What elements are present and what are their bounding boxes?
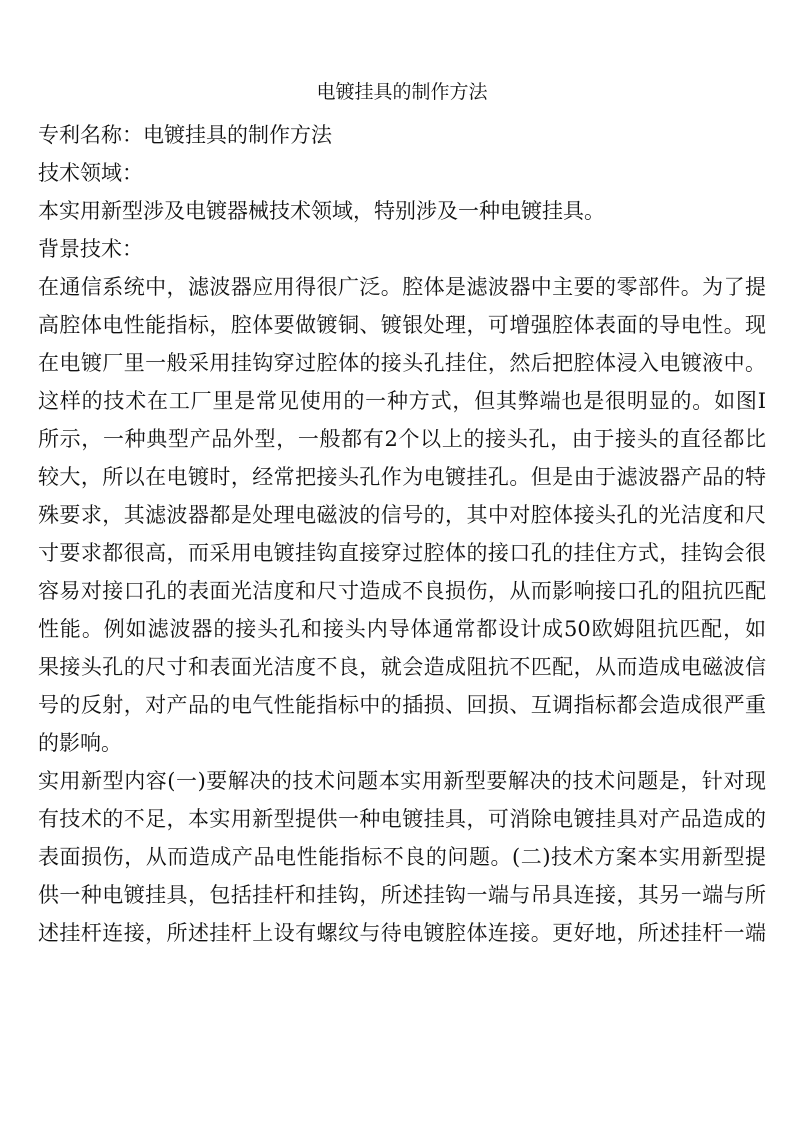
background-text-line: 的影响。 xyxy=(38,731,122,755)
section-heading-technical-field: 技术领域： xyxy=(38,161,143,185)
technical-field-text: 本实用新型涉及电镀器械技术领域，特别涉及一种电镀挂具。 xyxy=(38,199,605,223)
content-text-line: 有技术的不足，本实用新型提供一种电镀挂具，可消除电镀挂具对产品造成的 xyxy=(38,807,766,831)
background-text-line: 寸要求都很高，而采用电镀挂钩直接穿过腔体的接口孔的挂住方式，挂钩会很 xyxy=(38,541,766,565)
content-text-line: 表面损伤，从而造成产品电性能指标不良的问题。(二)技术方案本实用新型提 xyxy=(38,845,766,869)
background-text-line: 这样的技术在工厂里是常见使用的一种方式，但其弊端也是很明显的。如图I xyxy=(38,389,766,413)
background-text-line: 号的反射，对产品的电气性能指标中的插损、回损、互调指标都会造成很严重 xyxy=(38,693,766,717)
document-title: 电镀挂具的制作方法 xyxy=(316,81,488,103)
background-text-line: 在电镀厂里一般采用挂钩穿过腔体的接头孔挂住，然后把腔体浸入电镀液中。 xyxy=(38,351,766,375)
section-heading-background: 背景技术： xyxy=(38,237,143,261)
background-text-line: 性能。例如滤波器的接头孔和接头内导体通常都设计成50欧姆阻抗匹配，如 xyxy=(38,617,766,641)
background-text-line: 较大，所以在电镀时，经常把接头孔作为电镀挂孔。但是由于滤波器产品的特 xyxy=(38,465,766,489)
background-text-line: 所示，一种典型产品外型，一般都有2个以上的接头孔，由于接头的直径都比 xyxy=(38,427,766,451)
content-text-line: 实用新型内容(一)要解决的技术问题本实用新型要解决的技术问题是，针对现 xyxy=(38,769,766,793)
content-text-line: 述挂杆连接，所述挂杆上设有螺纹与待电镀腔体连接。更好地，所述挂杆一端 xyxy=(38,921,766,945)
background-text-line: 殊要求，其滤波器都是处理电磁波的信号的，其中对腔体接头孔的光洁度和尺 xyxy=(38,503,766,527)
content-text-line: 供一种电镀挂具，包括挂杆和挂钩，所述挂钩一端与吊具连接，其另一端与所 xyxy=(38,883,766,907)
background-text-line: 果接头孔的尺寸和表面光洁度不良，就会造成阻抗不匹配，从而造成电磁波信 xyxy=(38,655,766,679)
patent-name-line: 专利名称：电镀挂具的制作方法 xyxy=(38,123,332,147)
background-text-line: 容易对接口孔的表面光洁度和尺寸造成不良损伤，从而影响接口孔的阻抗匹配 xyxy=(38,579,766,603)
document-page xyxy=(38,76,766,952)
background-text-line: 在通信系统中，滤波器应用得很广泛。腔体是滤波器中主要的零部件。为了提 xyxy=(38,275,766,299)
background-text-line: 高腔体电性能指标，腔体要做镀铜、镀银处理，可增强腔体表面的导电性。现 xyxy=(38,313,766,337)
